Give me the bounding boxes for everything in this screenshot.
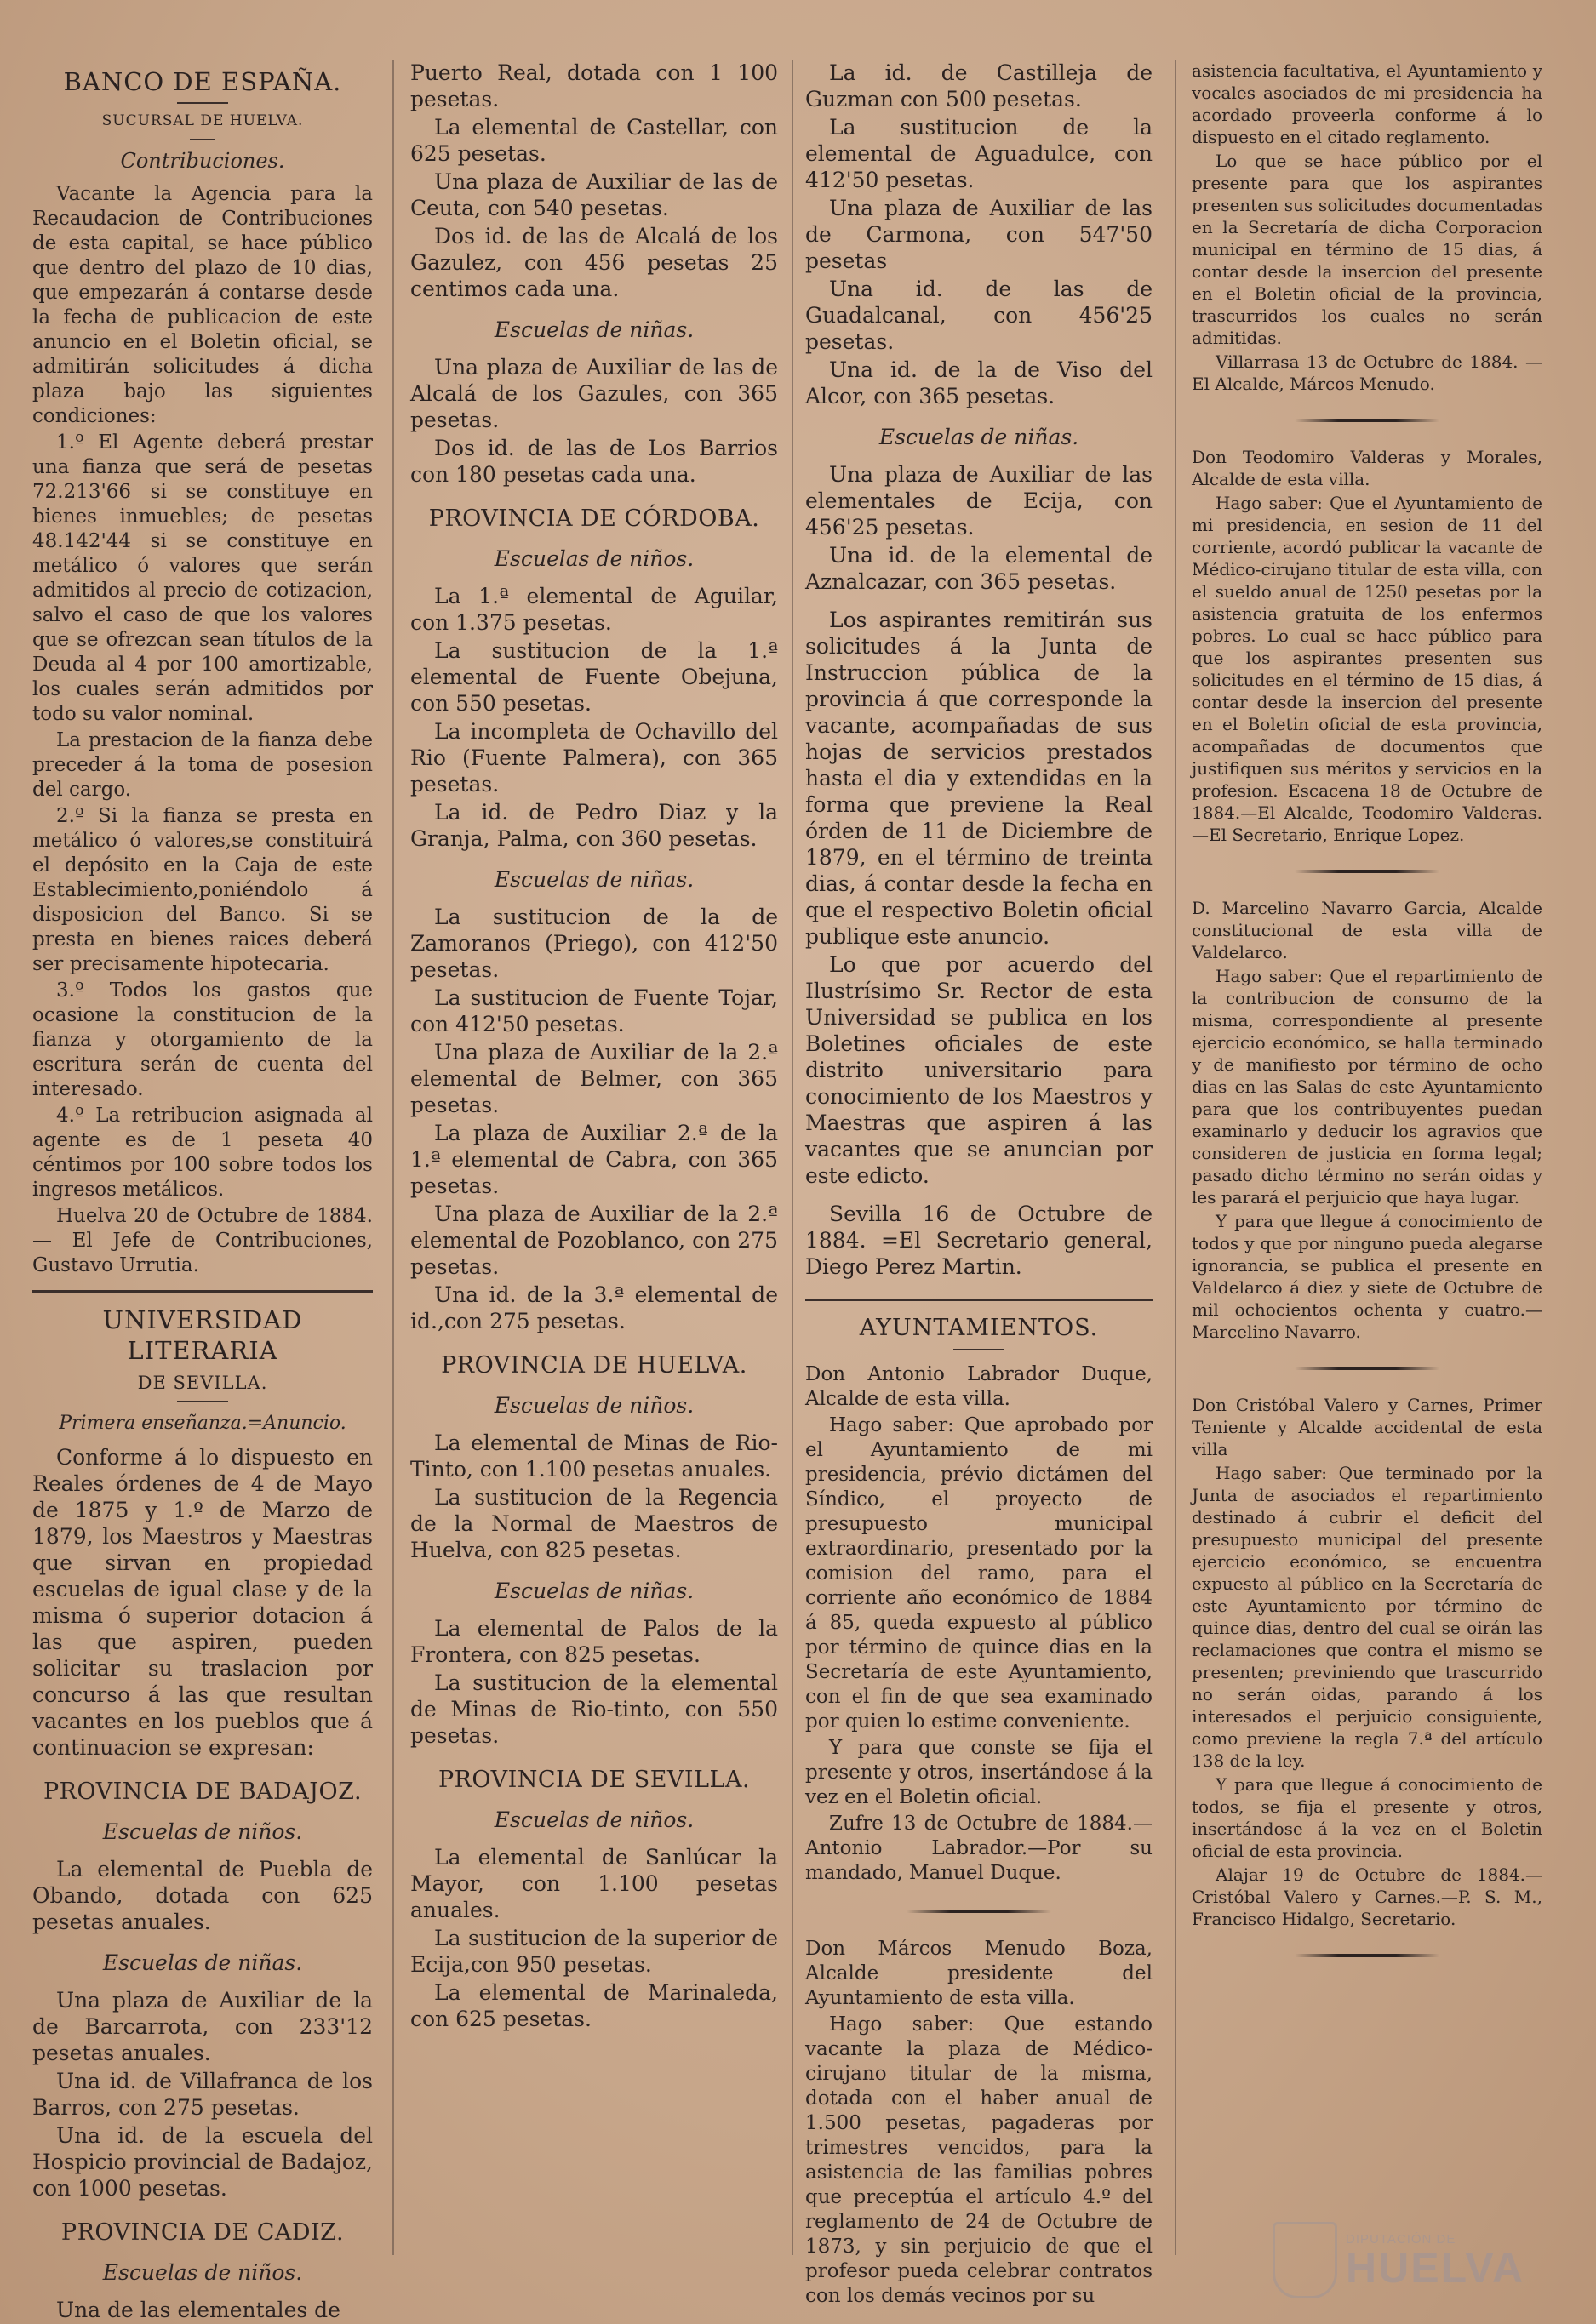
- paragraph: La id. de Castilleja de Guzman con 500 pesetas.: [805, 60, 1153, 111]
- ornament-divider: [1295, 1954, 1439, 1957]
- divider: [177, 102, 228, 104]
- divider: [953, 1349, 1004, 1350]
- column-divider: [792, 60, 793, 2255]
- paragraph: La sustitucion de la superior de Ecija,con 950 pesetas.: [410, 1926, 778, 1977]
- provincia-heading: PROVINCIA DE SEVILLA.: [438, 1767, 751, 1793]
- escuela-heading: Escuelas de niños.: [494, 1807, 695, 1832]
- ornament-divider: [1295, 1367, 1439, 1370]
- paragraph: 4.º La retribucion asignada al agente es de 1 peseta 40 céntimos por 100 sobre todos los ingresos metálicos.: [32, 1105, 373, 1201]
- signature: Zufre 13 de Octubre de 1884.— Antonio Labrador.—Por su mandado, Manuel Duque.: [805, 1813, 1153, 1884]
- univ-subtitle: DE SEVILLA.: [137, 1373, 268, 1393]
- paragraph: Dos id. de las de Alcalá de los Gazulez, con 456 pesetas 25 centimos cada una.: [410, 224, 778, 301]
- paragraph: Y para que llegue á conocimiento de todos y que por ninguno pueda alegarse ignorancia, se publica el presente en Valdelarco á diez y siete de Octubre de mil ochocientos ochenta y cuatro.—Marcelino Navarro.: [1192, 1211, 1542, 1342]
- paragraph: La incompleta de Ochavillo del Rio (Fuente Palmera), con 365 pesetas.: [410, 719, 778, 797]
- column-2: [410, 60, 778, 2306]
- paragraph: Una plaza de Auxiliar de la 2.ª elemental de Pozoblanco, con 275 pesetas.: [410, 1202, 778, 1279]
- provincia-heading: PROVINCIA DE BADAJOZ.: [43, 1779, 363, 1805]
- notice-heading: D. Marcelino Navarro Garcia, Alcalde constitucional de esta villa de Valdelarco.: [1192, 898, 1542, 962]
- escuela-heading: Escuelas de niñas.: [494, 1579, 695, 1603]
- paragraph: 1.º El Agente deberá prestar una fianza que será de pesetas 72.213'66 si se constituye en bienes inmuebles; de pesetas 48.142'44 si se constituye en metálico ó valores que serán admitidos al precio de cotizacion, salvo el caso de que los valores que se ofrezcan sean títulos de la Deuda al 4 por 100 amortizable, los cuales serán admitidos por todo su valor nominal.: [32, 431, 373, 725]
- paragraph: La sustitucion de la Regencia de la Normal de Maestros de Huelva, con 825 pesetas.: [410, 1485, 778, 1562]
- paragraph: Una plaza de Auxiliar de las elementales de Ecija, con 456'25 pesetas.: [805, 462, 1153, 540]
- paragraph: Los aspirantes remitirán sus solicitudes á la Junta de Instruccion pública de la provincia á que corresponde la vacante, acompañadas de sus hojas de servicios prestados hasta el dia y extendidas en la forma que previene la Real órden de 11 de Diciembre de 1879, en el término de treinta dias, á contar desde la fecha en que el respectivo Boletin oficial publique este anuncio.: [805, 608, 1153, 949]
- paragraph: La sustitucion de la elemental de Minas de Rio-tinto, con 550 pesetas.: [410, 1670, 778, 1748]
- paragraph: La prestacion de la fianza debe preceder á la toma de posesion del cargo.: [32, 729, 373, 801]
- paragraph: Hago saber: Que el repartimiento de la contribucion de consumo de la misma, correspondiente al presente ejercicio económico, se halla terminado y de manifiesto por término de ocho dias en las Salas de este Ayuntamiento para que los contribuyentes puedan examinarlo y deducir los agravios que consideren de justicia en forma legal; pasado dicho término no serán oidas y les parará el perjuicio que haya lugar.: [1192, 966, 1542, 1208]
- ornament-divider: [1295, 419, 1439, 422]
- paragraph: Hago saber: Que aprobado por el Ayuntamiento de mi presidencia, prévio dictámen del Síndico, el proyecto de presupuesto municipal extraordinario, presentado por la comision del ramo, para el corriente año económico de 1884 á 85, queda expuesto al público por término de quince dias en la Secretaría de este Ayuntamiento, con el fin de que sea examinado por quien lo estime conveniente.: [805, 1414, 1153, 1733]
- paragraph: La plaza de Auxiliar 2.ª de la 1.ª elemental de Cabra, con 365 pesetas.: [410, 1121, 778, 1198]
- paragraph: Una id. de la de Viso del Alcor, con 365 pesetas.: [805, 357, 1153, 408]
- paragraph: La elemental de Marinaleda, con 625 pesetas.: [410, 1980, 778, 2031]
- escuela-heading: Escuelas de niños.: [494, 546, 695, 571]
- paragraph: Una id. de la 3.ª elemental de id.,con 275 pesetas.: [410, 1282, 778, 1333]
- divider: [190, 139, 215, 140]
- univ-section: Primera enseñanza.=Anuncio.: [59, 1413, 346, 1434]
- paragraph: La elemental de Sanlúcar la Mayor, con 1.100 pesetas anuales.: [410, 1845, 778, 1922]
- paragraph: La elemental de Palos de la Frontera, con 825 pesetas.: [410, 1616, 778, 1667]
- paragraph: Dos id. de las de Los Barrios con 180 pesetas cada una.: [410, 436, 778, 487]
- paragraph: Vacante la Agencia para la Recaudacion de Contribuciones de esta capital, se hace público que dentro del plazo de 10 dias, que empezarán á contarse desde la fecha de publicacion de este anuncio en el Boletin oficial, se admitirán solicitudes á dicha plaza bajo las siguientes condiciones:: [32, 183, 373, 427]
- banco-title: BANCO DE ESPAÑA.: [63, 67, 342, 96]
- paragraph: Hago saber: Que el Ayuntamiento de mi presidencia, en sesion de 11 del corriente, acordó publicar la vacante de Médico-cirujano titular de esta villa, con el sueldo anual de 1250 pesetas por la asistencia gratuita de los enfermos pobres. Lo cual se hace público para que los aspirantes presenten sus solicitudes en el término de 15 dias, á contar desde la insercion del presente en el Boletin oficial de esta provincia, acompañadas de documentos que justifiquen sus méritos y servicios en la profesion. Escacena 18 de Octubre de 1884.—El Alcalde, Teodomiro Valderas.—El Secretario, Enrique Lopez.: [1192, 493, 1542, 845]
- escuela-heading: Escuelas de niños.: [494, 1393, 695, 1418]
- ornament-divider: [1295, 870, 1439, 873]
- paragraph: La elemental de Minas de Rio-Tinto, con 1.100 pesetas anuales.: [410, 1430, 778, 1482]
- notice-heading: Don Márcos Menudo Boza, Alcalde presidente del Ayuntamiento de esta villa.: [805, 1938, 1153, 2009]
- paragraph: asistencia facultativa, el Ayuntamiento y vocales asociados de mi presidencia ha acordado proveerla conforme á lo dispuesto en el citado reglamento.: [1192, 60, 1542, 147]
- watermark-bottom: HUELVA: [1346, 2243, 1525, 2292]
- escuela-heading: Escuelas de niños.: [102, 1819, 303, 1844]
- watermark-top: DIPUTACIÓN DE: [1346, 2231, 1456, 2247]
- column-3: [805, 60, 1153, 2306]
- escuela-heading: Escuelas de niñas.: [878, 425, 1079, 449]
- notice-heading: Don Antonio Labrador Duque, Alcalde de esta villa.: [805, 1363, 1153, 1410]
- paragraph: 3.º Todos los gastos que ocasione la constitucion de la fianza y otorgamiento de la escritura serán de cuenta del interesado.: [32, 979, 373, 1100]
- notice-heading: Don Cristóbal Valero y Carnes, Primer Teniente y Alcalde accidental de esta villa: [1192, 1395, 1542, 1459]
- paragraph: Puerto Real, dotada con 1 100 pesetas.: [410, 60, 778, 111]
- paragraph: La elemental de Castellar, con 625 pesetas.: [410, 115, 778, 166]
- column-divider: [392, 60, 394, 2255]
- escuela-heading: Escuelas de niñas.: [494, 317, 695, 342]
- paragraph: Y para que conste se fija el presente y otros, insertándose á la vez en el Boletin oficial.: [805, 1737, 1153, 1808]
- ornament-divider: [907, 1910, 1051, 1913]
- paragraph: La 1.ª elemental de Aguilar, con 1.375 pesetas.: [410, 584, 778, 635]
- signature: Alajar 19 de Octubre de 1884.— Cristóbal Valero y Carnes.—P. S. M., Francisco Hidalgo, Secretario.: [1192, 1864, 1542, 1929]
- paragraph: Una plaza de Auxiliar de la de Barcarrota, con 233'12 pesetas anuales.: [32, 1988, 373, 2065]
- paragraph: Una plaza de Auxiliar de la 2.ª elemental de Belmer, con 365 pesetas.: [410, 1040, 778, 1117]
- paragraph: La id. de Pedro Diaz y la Granja, Palma, con 360 pesetas.: [410, 800, 778, 851]
- paragraph: Una plaza de Auxiliar de las de Carmona, con 547'50 pesetas: [805, 196, 1153, 273]
- banco-subtitle: SUCURSAL DE HUELVA.: [101, 112, 304, 129]
- paragraph: La sustitucion de la elemental de Aguadulce, con 412'50 pesetas.: [805, 115, 1153, 192]
- column-1: [32, 60, 373, 2322]
- signature: Huelva 20 de Octubre de 1884.— El Jefe de Contribuciones, Gustavo Urrutia.: [32, 1205, 373, 1276]
- univ-title: UNIVERSIDAD LITERARIA: [102, 1305, 303, 1365]
- paragraph: Hago saber: Que estando vacante la plaza de Médico-cirujano titular de la misma, dotada con el haber anual de 1.500 pesetas, pagaderas por trimestres vencidos, para la asistencia de las familias pobres que preceptúa el artículo 4.º del reglamento de 24 de Octubre de 1873, y sin perjuicio de que el profesor pueda celebrar contratos con los demás vecinos por su: [805, 2013, 1153, 2307]
- section-rule: [32, 1290, 373, 1293]
- paragraph: Lo que por acuerdo del Ilustrísimo Sr. Rector de esta Universidad se publica en los Boletines oficiales de este distrito universitario para conocimiento de los Maestros y Maestras que aspiren á las vacantes que se anuncian por este edicto.: [805, 952, 1153, 1188]
- diputacion-watermark: [1273, 2222, 1562, 2298]
- paragraph: Una id. de la escuela del Hospicio provincial de Badajoz, con 1000 pesetas.: [32, 2123, 373, 2201]
- paragraph: Lo que se hace público por el presente para que los aspirantes presenten sus solicitudes documentadas en la Secretaría de dicha Corporacion municipal en término de 15 dias, á contar desde la insercion del presente en el Boletin oficial de la provincia, trascurridos los cuales no serán admitidas.: [1192, 151, 1542, 348]
- provincia-heading: PROVINCIA DE CÓRDOBA.: [428, 505, 760, 532]
- paragraph: Una id. de Villafranca de los Barros, con 275 pesetas.: [32, 2069, 373, 2120]
- paragraph: La elemental de Puebla de Obando, dotada con 625 pesetas anuales.: [32, 1857, 373, 1934]
- paragraph: Una id. de la elemental de Aznalcazar, con 365 pesetas.: [805, 543, 1153, 594]
- paragraph: La sustitucion de Fuente Tojar, con 412'50 pesetas.: [410, 985, 778, 1036]
- provincia-heading: PROVINCIA DE HUELVA.: [441, 1352, 747, 1379]
- banco-section: Contribuciones.: [120, 149, 285, 173]
- column-4: [1192, 60, 1542, 2306]
- paragraph: 2.º Si la fianza se presta en metálico ó valores,se constituirá el depósito en la Caja de este Establecimiento,poniéndolo á disposicion del Banco. Si se presta en bienes raices deberá ser precisamente hipotecaria.: [32, 805, 373, 975]
- paragraph: Hago saber: Que terminado por la Junta de asociados el repartimiento destinado á cubrir el deficit del presupuesto municipal del presente ejercicio económico, se encuentra expuesto al público en la Secretaría de este Ayuntamiento por término de quince dias, dentro del cual se oirán las reclamaciones que contra el mismo se presenten; previniendo que trascurrido no serán oidas, parando á los interesados el perjuicio consiguiente, como previene la regla 7.ª del artículo 138 de la ley.: [1192, 1463, 1542, 1771]
- paragraph: Una de las elementales de: [56, 2298, 340, 2322]
- divider: [177, 1401, 228, 1402]
- ayuntamientos-title: AYUNTAMIENTOS.: [859, 1315, 1099, 1341]
- notice-heading: Don Teodomiro Valderas y Morales, Alcalde de esta villa.: [1192, 447, 1542, 489]
- paragraph: Una id. de las de Guadalcanal, con 456'25 pesetas.: [805, 277, 1153, 354]
- column-divider: [1175, 60, 1176, 2255]
- escuela-heading: Escuelas de niñas.: [494, 867, 695, 892]
- signature: Sevilla 16 de Octubre de 1884. =El Secretario general, Diego Perez Martin.: [805, 1202, 1153, 1279]
- coat-of-arms-icon: [1273, 2222, 1337, 2298]
- provincia-heading: PROVINCIA DE CADIZ.: [60, 2219, 345, 2246]
- paragraph: La sustitucion de la 1.ª elemental de Fuente Obejuna, con 550 pesetas.: [410, 638, 778, 716]
- paragraph: La sustitucion de la de Zamoranos (Priego), con 412'50 pesetas.: [410, 905, 778, 982]
- paragraph: Una plaza de Auxiliar de las de Ceuta, con 540 pesetas.: [410, 169, 778, 220]
- paragraph: Conforme á lo dispuesto en Reales órdenes de 4 de Mayo de 1875 y 1.º de Marzo de 1879, los Maestros y Maestras que sirvan en propiedad escuelas de igual clase y de la misma ó superior dotacion á las que aspiren, pueden solicitar su traslacion por concurso á las que resultan vacantes en los pueblos que á continuacion se expresan:: [32, 1445, 373, 1760]
- section-rule: [805, 1299, 1153, 1301]
- signature: Villarrasa 13 de Octubre de 1884. —El Alcalde, Márcos Menudo.: [1192, 351, 1542, 394]
- paragraph: Una plaza de Auxiliar de las de Alcalá de los Gazules, con 365 pesetas.: [410, 355, 778, 432]
- escuela-heading: Escuelas de niños.: [102, 2260, 303, 2285]
- paragraph: Y para que llegue á conocimiento de todos, se fija el presente y otros, insertándose á la vez en el Boletin oficial de esta provincia.: [1192, 1774, 1542, 1861]
- escuela-heading: Escuelas de niñas.: [102, 1950, 303, 1975]
